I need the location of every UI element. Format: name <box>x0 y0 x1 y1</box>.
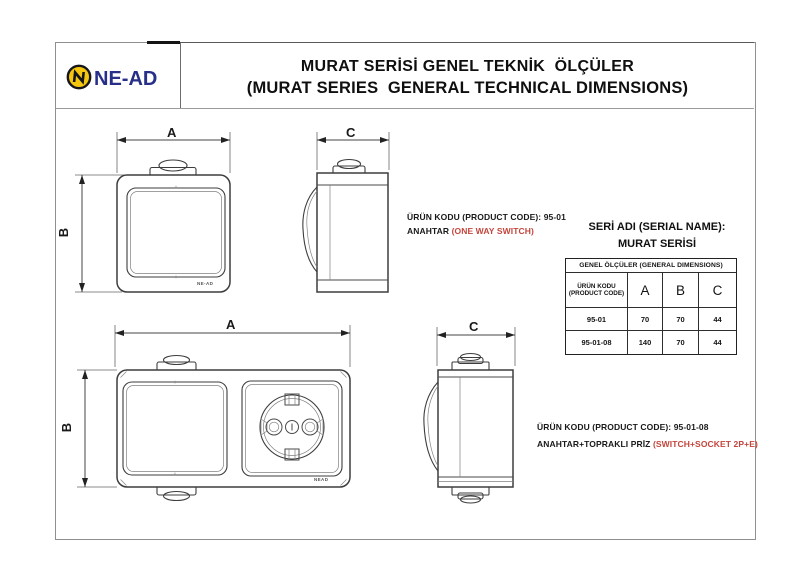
combo-side-view-drawing <box>424 327 515 503</box>
table-col-b: B <box>662 272 698 307</box>
product-note-95-01 <box>407 211 566 238</box>
table-row2-a: 140 <box>627 330 662 354</box>
product1-type-turkish: ANAHTAR <box>407 225 450 236</box>
dim-label-b-combo: B <box>59 422 75 433</box>
dim-label-c-combo: C <box>469 319 479 334</box>
serial-name-label: SERİ ADI (SERIAL NAME): <box>588 221 726 233</box>
serial-name-block <box>573 219 741 253</box>
product2-code-line: ÜRÜN KODU (PRODUCT CODE): 95-01-08 <box>537 422 709 432</box>
switch-front-brand-mark: NE-AD <box>197 281 214 286</box>
dim-label-b-switch: B <box>56 227 72 238</box>
serial-name-value: MURAT SERİSİ <box>617 238 697 250</box>
product2-type-line <box>537 436 758 453</box>
table-col-product-code: ÜRÜN KODU (PRODUCT CODE) <box>566 272 627 307</box>
product2-type-english: (SWITCH+SOCKET 2P+E) <box>652 439 758 449</box>
product2-type-turkish: ANAHTAR+TOPRAKLI PRİZ <box>537 439 651 449</box>
combo-front-brand-mark: NEAD <box>314 477 329 482</box>
combo-front-view-drawing <box>77 325 350 501</box>
table-row1-a: 70 <box>627 307 662 330</box>
table-col-a: A <box>627 272 662 307</box>
table-col-c: C <box>698 272 736 307</box>
table-row2-c: 44 <box>698 330 736 354</box>
dim-label-a-switch: A <box>167 125 177 140</box>
logo-brand-text: NE-AD <box>94 67 158 91</box>
table-row1-b: 70 <box>662 307 698 330</box>
product1-type-english: (ONE WAY SWITCH) <box>451 225 534 236</box>
page-title-turkish: MURAT SERİSİ GENEL TEKNİK ÖLÇÜLER <box>300 58 635 75</box>
table-row1-c: 44 <box>698 307 736 330</box>
table-title: GENEL ÖLÇÜLER (GENERAL DIMENSIONS) <box>579 262 723 269</box>
table-row2-b: 70 <box>662 330 698 354</box>
table-row2-code: 95-01-08 <box>566 330 627 354</box>
switch-front-view-drawing <box>75 132 230 292</box>
page-title-english: (MURAT SERIES GENERAL TECHNICAL DIMENSIONS) <box>246 79 689 97</box>
product1-code-line: ÜRÜN KODU (PRODUCT CODE): 95-01 <box>407 212 566 222</box>
dim-label-a-combo: A <box>226 317 236 332</box>
product1-type-line <box>407 225 566 239</box>
general-dimensions-table <box>565 258 737 355</box>
product-note-95-01-08 <box>537 419 758 453</box>
table-row1-code: 95-01 <box>566 307 627 330</box>
switch-side-view-drawing <box>303 132 389 292</box>
dim-label-c-switch: C <box>346 125 356 140</box>
